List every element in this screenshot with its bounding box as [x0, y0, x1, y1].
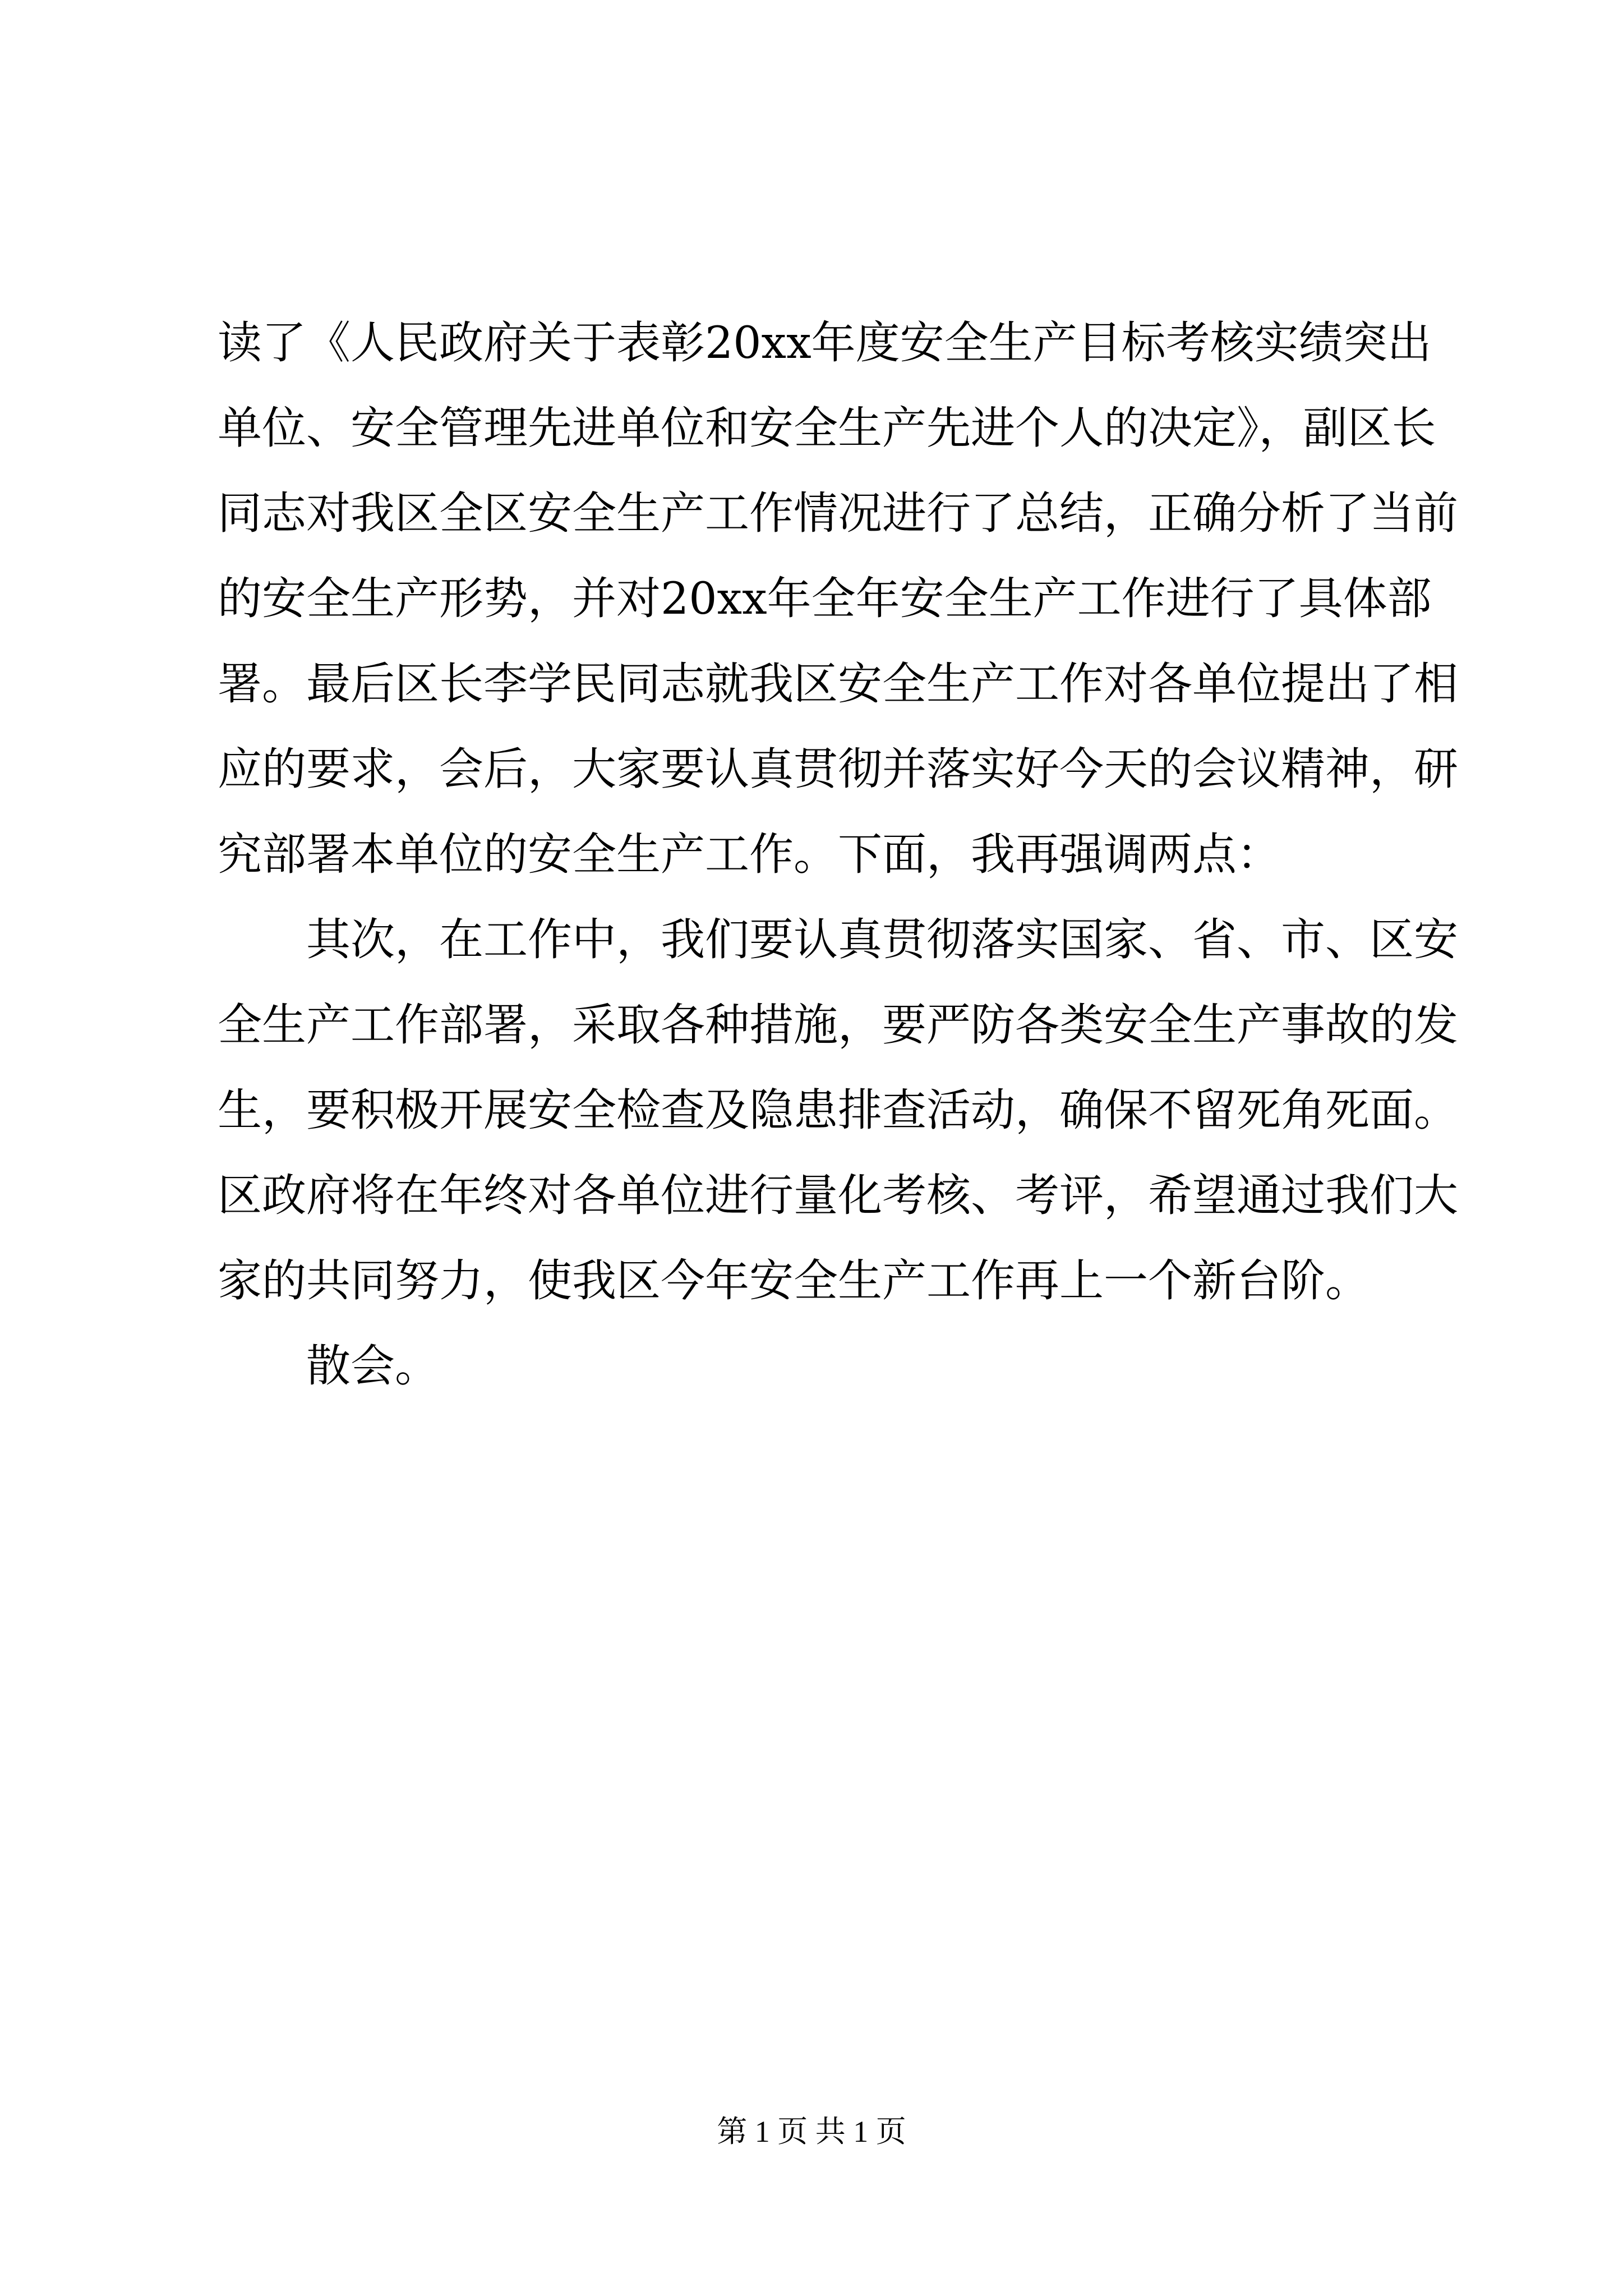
text-line: 的安全生产形势，并对20xx年全年安全生产工作进行了具体部 — [218, 573, 1432, 624]
text-line: 读了《人民政府关于表彰20xx年度安全生产目标考核实绩突出 — [218, 317, 1432, 369]
text-line: 究部署本单位的安全生产工作。下面，我再强调两点： — [218, 829, 1281, 880]
text-line: 全生产工作部署，采取各种措施，要严防各类安全生产事故的发 — [218, 999, 1458, 1051]
document-body — [218, 300, 1458, 1409]
text-line: 署。最后区长李学民同志就我区安全生产工作对各单位提出了相 — [218, 658, 1458, 710]
page-footer: 第 1 页 共 1 页 — [717, 2115, 906, 2148]
text-line: 应的要求，会后，大家要认真贯彻并落实好今天的会议精神，研 — [218, 743, 1458, 795]
text-line: 生，要积极开展安全检查及隐患排查活动，确保不留死角死面。 — [218, 1084, 1458, 1136]
text-line: 其次，在工作中，我们要认真贯彻落实国家、省、市、区安 — [218, 914, 1458, 965]
text-line: 单位、安全管理先进单位和安全生产先进个人的决定》，副区长 — [218, 402, 1436, 454]
text-line: 同志对我区全区安全生产工作情况进行了总结，正确分析了当前 — [218, 487, 1458, 539]
text-line: 散会。 — [218, 1340, 439, 1392]
text-line: 区政府将在年终对各单位进行量化考核、考评，希望通过我们大 — [218, 1170, 1458, 1221]
text-line: 家的共同努力，使我区今年安全生产工作再上一个新台阶。 — [218, 1255, 1370, 1306]
